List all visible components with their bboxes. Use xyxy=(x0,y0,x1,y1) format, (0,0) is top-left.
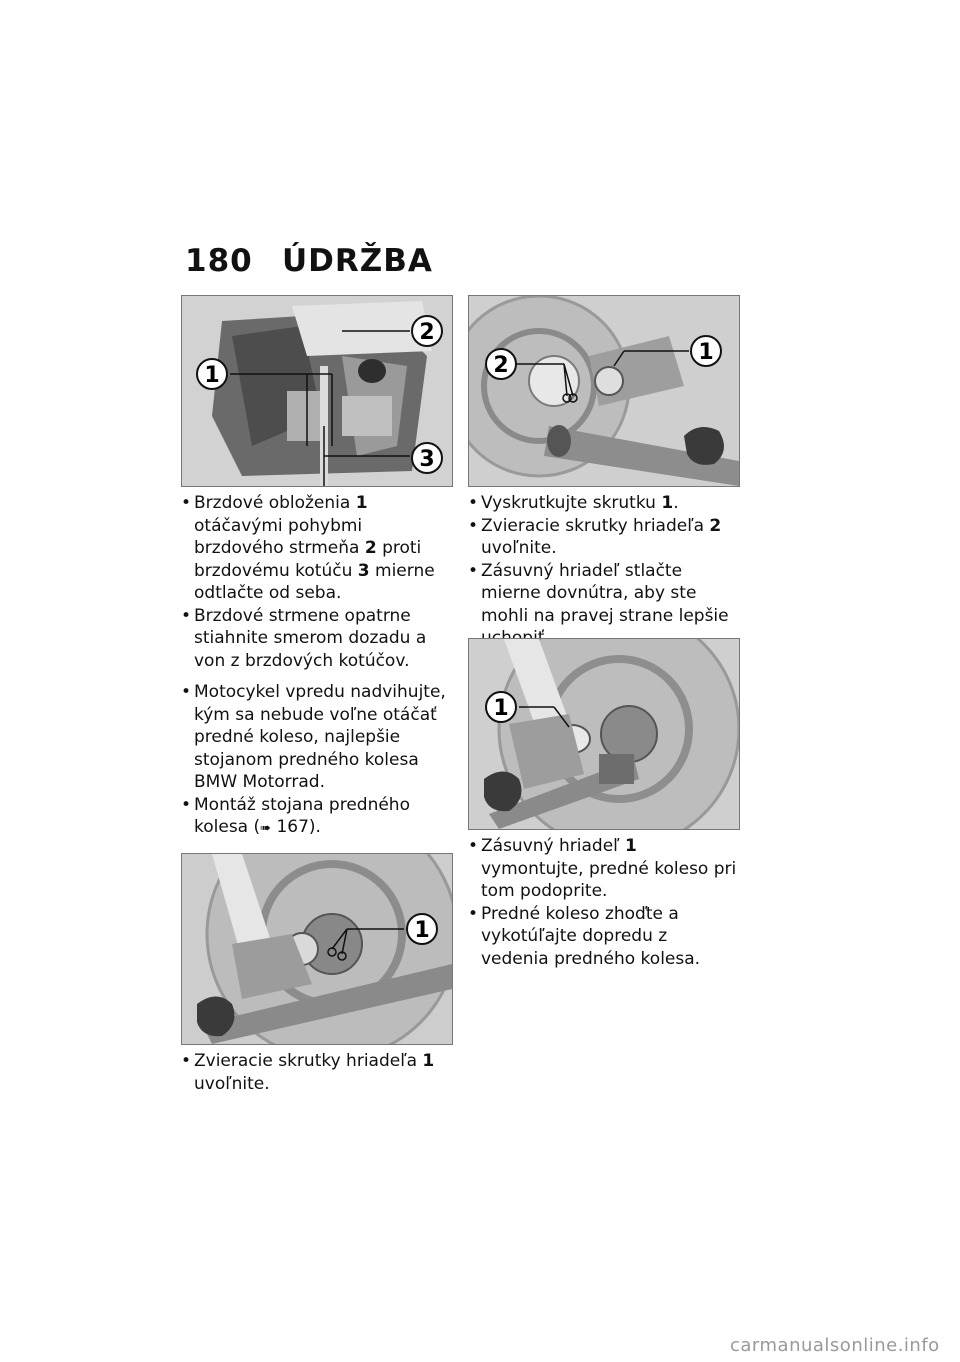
page-reference-link[interactable]: 167 xyxy=(271,817,309,837)
left-column-steps xyxy=(181,492,453,841)
callout-1 xyxy=(691,336,721,366)
callout-2 xyxy=(486,349,516,379)
svg-text:1: 1 xyxy=(204,363,220,388)
step-remove-calipers: • Brzdové strmene opatrne stiahnite smerom dozadu a von z brzdových kotúčov. xyxy=(181,605,453,673)
callout-1 xyxy=(486,692,516,722)
step-roll-wheel-out: • Predné koleso zhoďte a vykotúľajte dopredu z vedenia predného kolesa. xyxy=(468,903,740,971)
svg-text:2: 2 xyxy=(419,320,435,345)
svg-text:3: 3 xyxy=(419,447,435,472)
callout-2 xyxy=(412,316,442,346)
callout-1 xyxy=(407,914,437,944)
step-loosen-clamp-screws: • Zvieracie skrutky hriadeľa 2 uvoľnite. xyxy=(468,515,740,560)
svg-text:1: 1 xyxy=(493,696,509,721)
svg-text:2: 2 xyxy=(493,353,509,378)
step-remove-axle: • Zásuvný hriadeľ 1 vymontujte, predné koleso pri tom podoprite. xyxy=(468,835,740,903)
right-column-steps-2 xyxy=(468,835,740,970)
callout-3 xyxy=(412,443,442,473)
page-header xyxy=(185,243,433,279)
figure-left-axle-clamp xyxy=(181,853,453,1045)
figure-axle-clamp-screws xyxy=(468,295,740,487)
callout-1 xyxy=(197,359,227,389)
watermark: carmanualsonline.info xyxy=(730,1335,940,1356)
step-press-pads: • Brzdové obloženia 1 otáčavými pohybmi brzdového strmeňa 2 proti brzdovému kotúču 3 mierne odtlačte od seba. xyxy=(181,492,453,605)
svg-text:1: 1 xyxy=(414,918,430,943)
page-number: 180 xyxy=(185,243,253,279)
left-column-steps-2 xyxy=(181,1050,453,1095)
page-reference-arrow-icon: ➠ xyxy=(260,821,272,836)
svg-text:1: 1 xyxy=(698,340,714,365)
step-raise-motorcycle: • Motocykel vpredu nadvihujte, kým sa nebude voľne otáčať predné koleso, najlepšie stojanom predného kolesa BMW Motorrad. xyxy=(181,681,453,794)
step-stand-reference: • Montáž stojana predného kolesa (➠ 167). xyxy=(181,794,453,841)
step-unscrew-bolt: • Vyskrutkujte skrutku 1. xyxy=(468,492,740,515)
step-loosen-axle-screws: • Zvieracie skrutky hriadeľa 1 uvoľnite. xyxy=(181,1050,453,1095)
step-push-axle: • Zásuvný hriadeľ stlačte mierne dovnútra, aby ste mohli na pravej strane lepšie xyxy=(468,560,740,650)
chapter-title: ÚDRŽBA xyxy=(282,243,433,279)
figure-axle-removal xyxy=(468,638,740,830)
right-column-steps xyxy=(468,492,740,650)
figure-brake-caliper xyxy=(181,295,453,487)
